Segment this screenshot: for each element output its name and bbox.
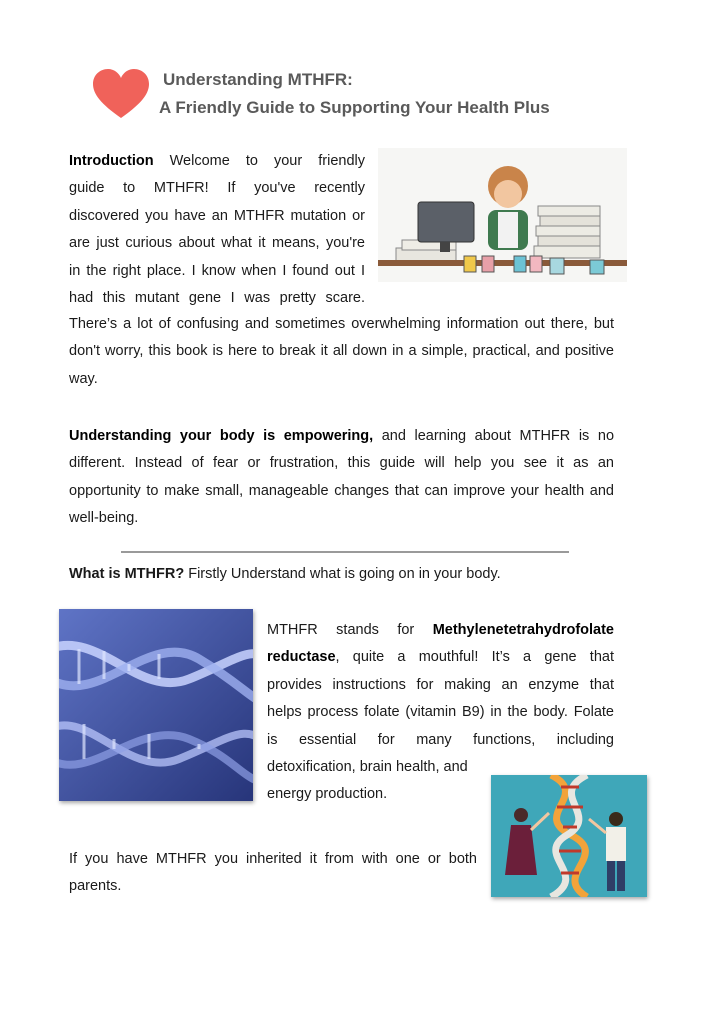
empowering-bold: Understanding your body is empowering, bbox=[69, 428, 374, 444]
mthfr-line-2: reductase, quite a mouthful! It’s a gene that bbox=[267, 649, 614, 666]
intro-heading: Introduction bbox=[69, 153, 154, 169]
page-title: Understanding MTHFR: bbox=[163, 70, 353, 89]
mthfr-line-6: detoxification, brain health, and bbox=[267, 759, 468, 776]
page-subtitle: A Friendly Guide to Supporting Your Health Plus bbox=[159, 98, 550, 117]
mthfr-line-1: MTHFR stands for Methylenetetrahydrofolate bbox=[267, 622, 614, 638]
intro-line-2: guide to MTHFR! If you've recently bbox=[69, 180, 365, 197]
intro-continuation: There’s a lot of confusing and sometimes overwhelming information out there, but don't worry, this book is here to break it all down in a simple, practical, and positive way. bbox=[69, 316, 614, 387]
empowering-paragraph: Understanding your body is empowering, and learning about MTHFR is no different. Instead of fear or frustration, this guide will help you see it as an opportunity to make small, manageable changes that can improve your health and well-being. bbox=[69, 428, 615, 527]
section-divider bbox=[121, 551, 569, 553]
stressed-woman-illustration bbox=[378, 148, 627, 282]
intro-paragraph bbox=[69, 148, 365, 312]
inherit-paragraph bbox=[69, 846, 477, 901]
mthfr-line-4: helps process folate (vitamin B9) in the body. Folate bbox=[267, 704, 614, 721]
heart-icon bbox=[91, 68, 151, 120]
inherit-line-2: parents. bbox=[69, 878, 122, 895]
mthfr-line-7: energy production. bbox=[267, 786, 388, 803]
inherit-line-1: If you have MTHFR you inherited it from with one or both bbox=[69, 851, 477, 867]
mthfr-line-5: is essential for many functions, including bbox=[267, 731, 614, 748]
what-is-heading: What is MTHFR? Firstly Understand what is going on in your body. bbox=[69, 566, 501, 582]
intro-line-6: had this mutant gene I was pretty scare. bbox=[69, 290, 365, 307]
dna-helix-image bbox=[59, 609, 253, 801]
intro-line-1: Introduction Welcome to your friendly bbox=[69, 153, 365, 169]
people-dna-illustration bbox=[491, 775, 647, 897]
intro-line-3: discovered you have an MTHFR mutation or bbox=[69, 207, 365, 224]
intro-line-5: in the right place. I know when I found out I bbox=[69, 262, 365, 279]
mthfr-line-3: provides instructions for making an enzyme that bbox=[267, 676, 614, 693]
intro-line-4: are just curious about what it means, you're bbox=[69, 235, 365, 252]
